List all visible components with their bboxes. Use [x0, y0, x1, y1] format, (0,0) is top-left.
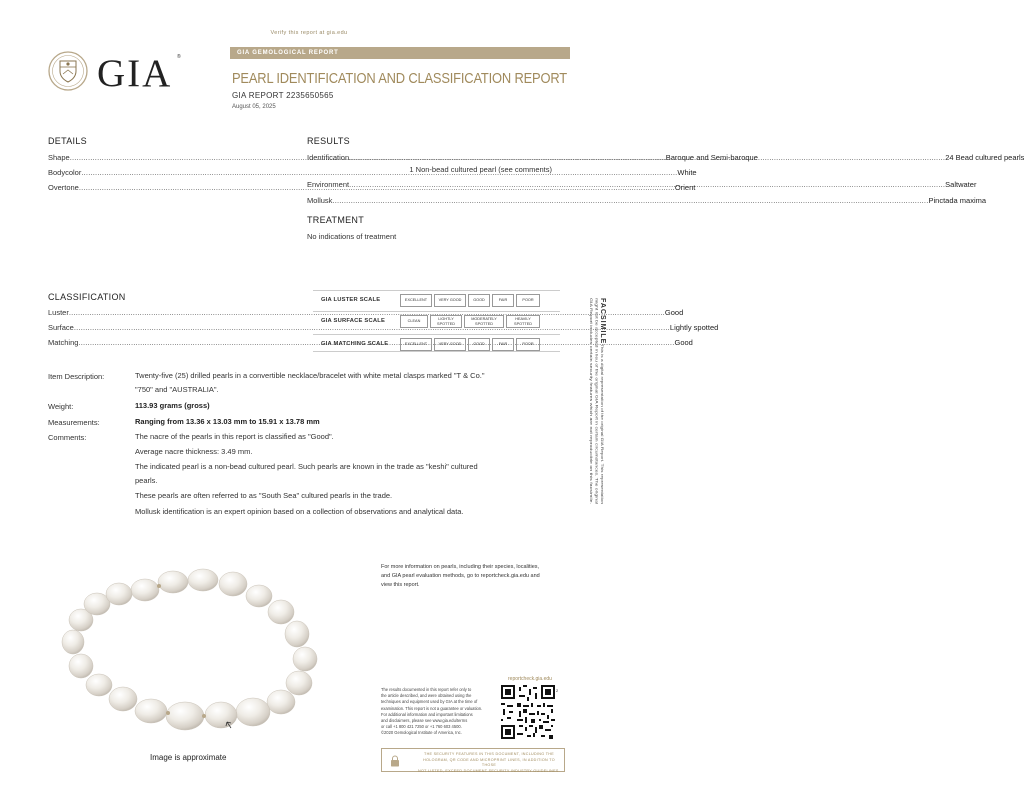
info-line: and GIA pearl evaluation methods, go to reportcheck.gia.edu and	[381, 573, 540, 579]
details-label: Bodycolor	[48, 168, 82, 177]
classification-value: Lightly spotted	[669, 323, 719, 332]
disclaimer-line: techniques and equipment used by GIA at the time of	[381, 699, 478, 705]
security-notice	[381, 748, 565, 772]
item-description-line: Twenty-five (25) drilled pearls in a convertible necklace/bracelet with white metal clasps marked "T & Co."	[135, 371, 485, 380]
scale-cell: EXCELLENT	[400, 338, 432, 351]
comment-line: pearls.	[135, 476, 158, 485]
details-value: Baroque and Semi-baroque	[665, 153, 758, 162]
report-date: August 05, 2025	[232, 104, 276, 110]
classification-row-luster	[48, 308, 684, 317]
report-type-bar: GIA GEMOLOGICAL REPORT	[230, 47, 570, 59]
info-text	[381, 563, 581, 590]
results-label: Environment	[307, 180, 350, 189]
info-line: For more information on pearls, including their species, localities,	[381, 564, 540, 570]
scale-cell: FAIR	[492, 294, 514, 307]
classification-label: Surface	[48, 323, 74, 332]
qr-code[interactable]	[501, 685, 555, 739]
gia-logo-text: GIA	[97, 52, 173, 95]
security-text	[416, 752, 562, 774]
security-line: NOT LISTED, EXCEED DOCUMENT SECURITY INDUSTRY GUIDELINES.	[418, 768, 560, 773]
item-description-line: "750" and "AUSTRALIA".	[135, 385, 219, 394]
comment-line: The indicated pearl is a non-bead cultured pearl. Such pearls are known in the trade as "keshi" cultured	[135, 462, 478, 471]
classification-label: Luster	[48, 308, 69, 317]
qr-number: 2	[556, 688, 559, 693]
disclaimer-line: ©2020 Gemological Institute of America, Inc.	[381, 730, 462, 736]
results-value: Saltwater	[945, 180, 977, 189]
disclaimer-line: or call +1 800 421 7250 or +1 760 603 4500.	[381, 724, 462, 730]
reportcheck-link[interactable]: reportcheck.gia.edu	[508, 676, 552, 682]
comments-label: Comments:	[48, 433, 87, 442]
scale-cell: CLEAN	[400, 315, 428, 328]
results-row-mollusk	[307, 196, 987, 205]
verify-link[interactable]: Verify this report at gia.edu	[270, 30, 348, 36]
item-description-label: Item Description:	[48, 372, 105, 381]
details-value: Orient	[674, 183, 696, 192]
comment-line: Average nacre thickness: 3.49 mm.	[135, 447, 253, 456]
matching-scale	[313, 334, 560, 352]
scale-label: GIA SURFACE SCALE	[321, 318, 386, 324]
disclaimer-line: The results documented in this report refer only to	[381, 687, 472, 692]
classification-value: Good	[674, 338, 693, 347]
treatment-heading: TREATMENT	[307, 215, 365, 225]
disclaimer-line: and disclaimers, please see www.gia.edu/terms	[381, 718, 468, 724]
classification-heading: CLASSIFICATION	[48, 292, 126, 302]
scale-cell: POOR	[516, 338, 540, 351]
scale-cell: POOR	[516, 294, 540, 307]
results-label: Mollusk	[307, 196, 333, 205]
registered-mark: ®	[177, 54, 181, 60]
facsimile-notice	[581, 296, 605, 506]
scale-cell: GOOD	[468, 338, 490, 351]
disclaimer-line: For additional information and important limitations	[381, 711, 473, 717]
info-line: view this report.	[381, 582, 420, 588]
disclaimer-text	[381, 687, 499, 737]
security-line: HOLOGRAM, QR CODE AND MICROPRINT LINES, IN ADDITION TO THOSE	[423, 757, 555, 767]
details-heading: DETAILS	[48, 136, 87, 146]
facsimile-title: FACSIMILE	[599, 298, 606, 345]
comment-line: These pearls are often referred to as "South Sea" cultured pearls in the trade.	[135, 491, 393, 500]
weight-value: 113.93 grams (gross)	[135, 401, 210, 410]
disclaimer-line: examination. This report is not a guarantee or valuation.	[381, 705, 483, 711]
scale-cell: LIGHTLY SPOTTED	[430, 315, 462, 328]
scale-label: GIA LUSTER SCALE	[321, 297, 381, 303]
scale-cell: GOOD	[468, 294, 490, 307]
scale-cell: VERY GOOD	[434, 294, 466, 307]
scale-cell: HEAVILY SPOTTED	[506, 315, 540, 328]
weight-label: Weight:	[48, 402, 74, 411]
image-caption: Image is approximate	[150, 753, 227, 762]
report-title: PEARL IDENTIFICATION AND CLASSIFICATION REPORT	[232, 70, 567, 87]
scale-cell: VERY GOOD	[434, 338, 466, 351]
security-line: THE SECURITY FEATURES IN THIS DOCUMENT, INCLUDING THE	[424, 752, 554, 756]
scale-label: GIA MATCHING SCALE	[321, 341, 389, 347]
report-number: GIA REPORT 2235650565	[232, 91, 334, 100]
surface-scale	[313, 311, 560, 329]
classification-value: Good	[664, 308, 684, 317]
disclaimer-line: the article described, and were obtained using the	[381, 693, 472, 699]
facsimile-line: might not be accepted in lieu of the original GIA Report in certain circumstances. The original	[594, 298, 599, 446]
scale-cell: FAIR	[492, 338, 514, 351]
details-label: Overtone	[48, 183, 79, 192]
details-value: White	[677, 168, 697, 177]
facsimile-line: This is a digital representation of the original GIA Report. This representation	[600, 344, 604, 466]
details-label: Shape	[48, 153, 70, 162]
scale-cell: EXCELLENT	[400, 294, 432, 307]
pearl-necklace-image	[55, 570, 335, 735]
results-identification-extra: 1 Non-bead cultured pearl (see comments)	[409, 165, 552, 174]
comment-line: Mollusk identification is an expert opinion based on a collection of observations and analytical data.	[135, 507, 464, 516]
results-value: Pinctada maxima	[928, 196, 987, 205]
classification-label: Matching	[48, 338, 79, 347]
results-heading: RESULTS	[307, 136, 350, 146]
luster-scale	[313, 290, 560, 308]
scale-cell: MODERATELY SPOTTED	[464, 315, 504, 328]
classification-row-surface	[48, 323, 719, 332]
measurements-value: Ranging from 13.36 x 13.03 mm to 15.91 x 13.78 mm	[135, 417, 320, 426]
measurements-label: Measurements:	[48, 418, 100, 427]
results-label: Identification	[307, 153, 350, 162]
facsimile-line: GIA Report includes certain security features which are not reproducible on this facsimile.	[589, 298, 593, 440]
comment-line: The nacre of the pearls in this report is classified as "Good".	[135, 432, 334, 441]
lock-icon	[390, 755, 400, 767]
treatment-text: No indications of treatment	[307, 232, 397, 241]
results-value: 24 Bead cultured pearls	[945, 153, 1024, 162]
